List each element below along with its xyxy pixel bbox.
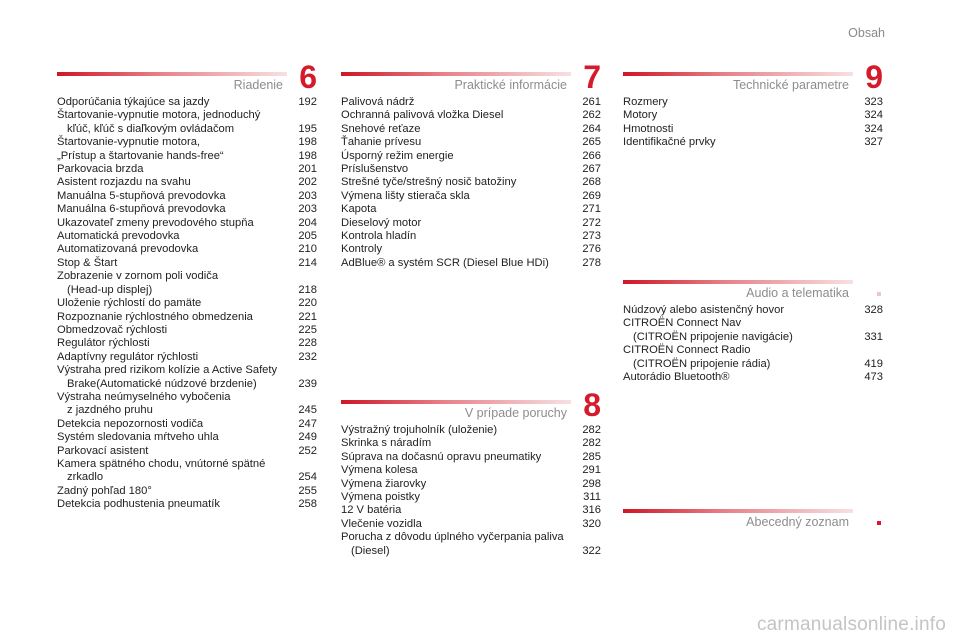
- toc-entry-page: 419: [864, 357, 883, 370]
- toc-entry-line: Núdzový alebo asistenčný hovor: [623, 304, 785, 316]
- toc-entry-page: 205: [298, 230, 317, 243]
- toc-entry-line: Štartovanie-vypnutie motora, jednoduchý: [57, 109, 261, 122]
- toc-entry-title: [57, 176, 197, 189]
- toc-entry[interactable]: [57, 96, 317, 109]
- toc-entry-title: [341, 424, 503, 437]
- toc-entry[interactable]: [623, 344, 883, 371]
- toc-entries: [623, 304, 883, 384]
- toc-entry[interactable]: [341, 176, 601, 189]
- toc-entry-line: Motory: [623, 109, 658, 122]
- toc-entry-line: Kamera spätného chodu, vnútorné spätné: [57, 457, 266, 470]
- toc-entry[interactable]: [57, 324, 317, 337]
- section-title: Praktické informácie: [454, 78, 567, 92]
- section-header: [623, 272, 883, 302]
- toc-entry-line: Zadný pohľad 180°: [57, 484, 152, 497]
- toc-entry[interactable]: [57, 270, 317, 297]
- toc-entry[interactable]: [57, 163, 317, 176]
- toc-entry-title: [341, 491, 426, 504]
- toc-entry-line: Kontroly: [341, 243, 383, 256]
- toc-entry[interactable]: [623, 304, 883, 317]
- section-prakticke-informacie: [341, 59, 601, 270]
- section-bar: [623, 509, 853, 513]
- toc-entry-line: Dieselový motor: [341, 216, 422, 229]
- toc-entry-line: Odporúčania týkajúce sa jazdy: [57, 96, 210, 108]
- toc-entry[interactable]: [57, 311, 317, 324]
- toc-entry[interactable]: [57, 337, 317, 350]
- toc-entry-page: 228: [298, 337, 317, 350]
- toc-entry[interactable]: [57, 109, 317, 136]
- toc-entry-page: 232: [298, 350, 317, 363]
- toc-entry-title: [57, 190, 232, 203]
- toc-entry-line: Obmedzovač rýchlosti: [57, 323, 168, 336]
- toc-entry-page: 316: [582, 504, 601, 517]
- toc-entry-line: Brake(Automatické núdzové brzdenie): [67, 377, 257, 390]
- toc-entry-page: 473: [864, 371, 883, 384]
- toc-entry-line: „Prístup a štartovanie hands-free“: [57, 149, 224, 162]
- toc-entry-title: [57, 163, 149, 176]
- toc-entry-line: z jazdného pruhu: [67, 404, 153, 417]
- toc-entry-line: Kapota: [341, 203, 377, 216]
- section-title: Technické parametre: [732, 78, 849, 92]
- toc-entry-line: 12 V batéria: [341, 504, 402, 517]
- toc-entry-page: 282: [582, 437, 601, 450]
- toc-entry-page: 195: [298, 122, 317, 135]
- toc-entry-title: [57, 243, 204, 256]
- toc-entry[interactable]: [57, 230, 317, 243]
- toc-entry-line: (Diesel): [351, 544, 390, 557]
- toc-entry[interactable]: [623, 123, 883, 136]
- section-number: 6: [299, 59, 317, 95]
- toc-entry-title: [57, 498, 226, 511]
- toc-entry-title: [57, 257, 123, 270]
- toc-entry[interactable]: [623, 96, 883, 109]
- toc-entry-title: [623, 109, 663, 122]
- toc-entry-line: Systém sledovania mŕtveho uhla: [57, 431, 219, 444]
- toc-entry-page: 266: [582, 149, 601, 162]
- toc-entry-title: [341, 217, 427, 230]
- toc-entries: [341, 96, 601, 270]
- toc-entry[interactable]: [623, 109, 883, 122]
- toc-entry[interactable]: [341, 109, 601, 122]
- toc-entry[interactable]: [341, 504, 601, 517]
- toc-entry-page: 265: [582, 136, 601, 149]
- section-header: [57, 59, 317, 95]
- toc-entry-page: 201: [298, 163, 317, 176]
- toc-entry-title: [341, 243, 388, 256]
- toc-entry-page: 328: [864, 304, 883, 316]
- section-title: Abecedný zoznam: [746, 515, 849, 529]
- toc-entry-page: 192: [298, 96, 317, 108]
- toc-entry-line: Výstraha neúmyselného vybočenia: [57, 390, 231, 403]
- section-number: 9: [865, 59, 883, 95]
- toc-entry[interactable]: [57, 176, 317, 189]
- toc-entry-page: 276: [582, 243, 601, 256]
- toc-entry-page: 285: [582, 450, 601, 463]
- section-audio-a-telematika: [623, 272, 883, 384]
- toc-entry-line: Výmena poistky: [341, 491, 420, 504]
- toc-entry-page: 245: [298, 404, 317, 417]
- toc-entry[interactable]: [341, 96, 601, 109]
- toc-entry-title: [341, 451, 547, 464]
- toc-entry-page: 282: [582, 424, 601, 436]
- toc-entry-page: 311: [583, 491, 601, 504]
- toc-entry-title: [57, 150, 230, 163]
- toc-entry-line: Manuálna 6-stupňová prevodovka: [57, 203, 226, 216]
- toc-entry-line: AdBlue® a systém SCR (Diesel Blue HDi): [341, 256, 549, 269]
- section-bar: [623, 280, 853, 284]
- toc-entry-page: 327: [864, 136, 883, 149]
- toc-entry-page: 331: [864, 330, 883, 343]
- toc-entry[interactable]: [341, 230, 601, 243]
- toc-entry-page: 320: [582, 517, 601, 530]
- toc-entry-title: [57, 270, 224, 297]
- section-riadenie: [57, 59, 317, 512]
- toc-entry-page: 323: [864, 96, 883, 108]
- toc-entry-line: Uloženie rýchlostí do pamäte: [57, 297, 202, 310]
- toc-entry-line: (Head-up displej): [67, 283, 153, 296]
- toc-entry-title: [57, 364, 283, 391]
- toc-entry[interactable]: [341, 217, 601, 230]
- toc-entry-line: Detekcia podhustenia pneumatík: [57, 498, 220, 511]
- toc-entry-line: Kontrola hladín: [341, 230, 417, 243]
- toc-entry-title: [57, 230, 186, 243]
- toc-entry-line: Výstražný trojuholník (uloženie): [341, 424, 498, 436]
- page-label: Obsah: [848, 26, 885, 40]
- toc-entry-page: 198: [298, 149, 317, 162]
- toc-entry-line: Automatizovaná prevodovka: [57, 243, 199, 256]
- toc-entry-line: CITROËN Connect Radio: [623, 344, 751, 357]
- toc-entry-page: 203: [298, 203, 317, 216]
- section-technicke-parametre: [623, 59, 883, 150]
- toc-entry-title: [57, 391, 237, 418]
- toc-entry[interactable]: [57, 243, 317, 256]
- toc-entry-line: Automatická prevodovka: [57, 230, 180, 243]
- toc-entry-title: [57, 324, 173, 337]
- toc-entry-line: Snehové reťaze: [341, 122, 421, 135]
- toc-entry-title: [341, 203, 382, 216]
- toc-entry-line: kľúč, kľúč s diaľkovým ovládačom: [67, 122, 235, 135]
- toc-entry[interactable]: [341, 491, 601, 504]
- toc-entry-page: 202: [298, 176, 317, 189]
- toc-entry-page: 262: [582, 109, 601, 122]
- toc-entry-title: [57, 311, 259, 324]
- toc-entry-title: [341, 150, 460, 163]
- toc-entry-title: [57, 297, 207, 310]
- toc-entry-title: [623, 344, 776, 371]
- toc-entry-title: [341, 136, 427, 149]
- toc-entry-line: Úsporný režim energie: [341, 149, 454, 162]
- toc-entry-title: [57, 109, 266, 136]
- section-header: [341, 59, 601, 95]
- toc-entry-title: [57, 217, 260, 230]
- toc-entry-title: [623, 371, 736, 384]
- toc-entry-line: Rozpoznanie rýchlostného obmedzenia: [57, 310, 253, 323]
- toc-entry[interactable]: [57, 150, 317, 163]
- toc-entry[interactable]: [57, 136, 317, 149]
- section-title: V prípade poruchy: [464, 406, 567, 420]
- section-bar: [341, 400, 571, 404]
- section-bar: [341, 72, 571, 76]
- toc-entry[interactable]: [57, 458, 317, 485]
- toc-entry-page: 239: [298, 377, 317, 390]
- toc-entry-title: [341, 531, 570, 558]
- toc-entry-title: [57, 351, 204, 364]
- toc-entry[interactable]: [341, 136, 601, 149]
- toc-entry[interactable]: [341, 243, 601, 256]
- toc-entry[interactable]: [341, 478, 601, 491]
- toc-entry[interactable]: [341, 163, 601, 176]
- toc-entry-page: 298: [582, 477, 601, 490]
- toc-entry-line: Výstraha pred rizikom kolízie a Active Safety: [57, 364, 278, 377]
- toc-entry-line: Adaptívny regulátor rýchlosti: [57, 350, 199, 363]
- toc-entry-line: zrkadlo: [67, 471, 104, 484]
- toc-entry[interactable]: [57, 203, 317, 216]
- toc-entry-page: 203: [298, 189, 317, 202]
- toc-entry[interactable]: [341, 150, 601, 163]
- toc-entry[interactable]: [57, 431, 317, 444]
- section-bar: [57, 72, 287, 76]
- toc-entry[interactable]: [57, 297, 317, 310]
- toc-entry-page: 204: [298, 216, 317, 229]
- section-header: [623, 501, 883, 531]
- toc-entry-title: [341, 464, 424, 477]
- toc-entry-title: [341, 257, 555, 270]
- toc-entry[interactable]: [341, 424, 601, 437]
- toc-entry-line: Ťahanie prívesu: [341, 136, 422, 149]
- toc-entries: [623, 96, 883, 150]
- toc-entry-line: Porucha z dôvodu úplného vyčerpania paliva: [341, 531, 564, 544]
- toc-entry-line: CITROËN Connect Nav: [623, 317, 742, 330]
- toc-entry[interactable]: [57, 445, 317, 458]
- toc-entry-line: Štartovanie-vypnutie motora,: [57, 136, 201, 149]
- toc-entry[interactable]: [341, 123, 601, 136]
- section-title: Riadenie: [233, 78, 283, 92]
- toc-entry[interactable]: [57, 418, 317, 431]
- toc-entry-line: Detekcia nepozornosti vodiča: [57, 417, 204, 430]
- toc-entry-title: [341, 163, 414, 176]
- toc-entry-page: 220: [298, 297, 317, 310]
- section-header: [341, 387, 601, 423]
- toc-entry-title: [57, 337, 156, 350]
- toc-entry-page: 254: [298, 471, 317, 484]
- section-bar: [623, 72, 853, 76]
- toc-entry-title: [341, 478, 432, 491]
- toc-entry-page: 249: [298, 431, 317, 444]
- toc-entry-line: Parkovací asistent: [57, 444, 149, 457]
- toc-entry-page: 255: [298, 484, 317, 497]
- toc-entry-title: [623, 96, 674, 109]
- toc-entry[interactable]: [57, 257, 317, 270]
- toc-entry-line: Asistent rozjazdu na svahu: [57, 176, 191, 189]
- toc-entry-page: 221: [298, 310, 317, 323]
- toc-entry-page: 324: [864, 109, 883, 122]
- toc-entry-page: 218: [298, 283, 317, 296]
- toc-entry-title: [341, 437, 437, 450]
- toc-entry-title: [341, 518, 428, 531]
- toc-entry[interactable]: [57, 217, 317, 230]
- toc-entry-page: 268: [582, 176, 601, 189]
- toc-entry-title: [57, 431, 225, 444]
- toc-entry-line: Regulátor rýchlosti: [57, 337, 150, 350]
- toc-entry[interactable]: [341, 257, 601, 270]
- toc-entry-line: Stop & Štart: [57, 256, 118, 269]
- section-header: [623, 59, 883, 95]
- toc-entry-line: Manuálna 5-stupňová prevodovka: [57, 189, 226, 202]
- toc-entry[interactable]: [341, 203, 601, 216]
- toc-entry-line: Výmena lišty stierača skla: [341, 189, 470, 202]
- toc-entry-page: 271: [582, 203, 601, 216]
- toc-entry-title: [57, 96, 215, 109]
- toc-entry-page: 273: [582, 230, 601, 243]
- toc-entry-line: Výmena žiarovky: [341, 477, 427, 490]
- toc-entry[interactable]: [341, 190, 601, 203]
- toc-entry-page: 269: [582, 189, 601, 202]
- toc-entry[interactable]: [341, 531, 601, 558]
- toc-entry-page: 272: [582, 216, 601, 229]
- toc-entry-title: [57, 418, 209, 431]
- toc-entry-title: [57, 203, 232, 216]
- toc-entry-line: Príslušenstvo: [341, 163, 409, 176]
- toc-entry[interactable]: [57, 498, 317, 511]
- toc-entry-page: 210: [298, 243, 317, 256]
- toc-entry-line: (CITROËN pripojenie navigácie): [633, 330, 793, 343]
- toc-entry-title: [623, 317, 799, 344]
- toc-entry-page: 291: [582, 464, 601, 477]
- toc-entry-page: 214: [298, 256, 317, 269]
- toc-entry-title: [341, 230, 422, 243]
- section-title: Audio a telematika: [746, 286, 849, 300]
- toc-entry-title: [341, 96, 420, 109]
- section-marker: [877, 292, 881, 296]
- section-number: 8: [583, 387, 601, 423]
- toc-entry-title: [341, 190, 476, 203]
- toc-entry-line: Skrinka s náradím: [341, 437, 432, 450]
- toc-entry-title: [57, 485, 158, 498]
- toc-entry[interactable]: [341, 437, 601, 450]
- toc-entry-line: Súprava na dočasnú opravu pneumatiky: [341, 450, 542, 463]
- toc-entry-line: Parkovacia brzda: [57, 163, 144, 176]
- toc-entry-page: 252: [298, 444, 317, 457]
- toc-entry-page: 278: [582, 256, 601, 269]
- toc-entry-line: Strešné tyče/strešný nosič batožiny: [341, 176, 517, 189]
- toc-entry-page: 225: [298, 323, 317, 336]
- toc-entry[interactable]: [623, 136, 883, 149]
- toc-entry-line: Hmotnosti: [623, 122, 674, 135]
- toc-entry-page: 264: [582, 122, 601, 135]
- toc-entry[interactable]: [57, 351, 317, 364]
- toc-entry[interactable]: [341, 518, 601, 531]
- toc-entry-title: [57, 136, 206, 149]
- toc-entry-title: [341, 123, 426, 136]
- toc-entries: [341, 424, 601, 558]
- toc-entries: [57, 96, 317, 512]
- toc-entry-line: Výmena kolesa: [341, 464, 418, 477]
- toc-entry[interactable]: [341, 464, 601, 477]
- toc-entry-page: 324: [864, 122, 883, 135]
- toc-entry-title: [57, 458, 271, 485]
- toc-entry-title: [623, 304, 790, 317]
- toc-entry-page: 258: [298, 498, 317, 511]
- toc-entry-line: Zobrazenie v zornom poli vodiča: [57, 270, 219, 283]
- toc-entry[interactable]: [341, 451, 601, 464]
- toc-entry-page: 198: [298, 136, 317, 149]
- toc-entry-page: 261: [582, 96, 601, 108]
- toc-entry-title: [57, 445, 154, 458]
- toc-entry-page: 247: [298, 417, 317, 430]
- section-abecedny-zoznam: [623, 501, 883, 533]
- section-marker: [877, 521, 881, 525]
- toc-entry-line: Ukazovateľ zmeny prevodového stupňa: [57, 216, 254, 229]
- watermark: carmanualsonline.info: [756, 614, 946, 635]
- toc-entry[interactable]: [57, 391, 317, 418]
- section-v-pripade-poruchy: [341, 387, 601, 558]
- toc-entry[interactable]: [623, 317, 883, 344]
- toc-entry[interactable]: [57, 364, 317, 391]
- toc-entry[interactable]: [57, 485, 317, 498]
- toc-entry[interactable]: [57, 190, 317, 203]
- toc-entry-line: Rozmery: [623, 96, 668, 108]
- toc-entry-line: Vlečenie vozidla: [341, 517, 422, 530]
- toc-entry-line: Identifikačné prvky: [623, 136, 716, 149]
- toc-entry[interactable]: [623, 371, 883, 384]
- toc-entry-title: [341, 504, 407, 517]
- toc-entry-page: 322: [582, 544, 601, 557]
- toc-entry-title: [341, 176, 522, 189]
- section-number: 7: [583, 59, 601, 95]
- toc-entry-title: [623, 123, 679, 136]
- toc-entry-title: [623, 136, 722, 149]
- toc-entry-line: Ochranná palivová vložka Diesel: [341, 109, 504, 122]
- toc-entry-line: (CITROËN pripojenie rádia): [633, 357, 771, 370]
- toc-entry-page: 267: [582, 163, 601, 176]
- toc-entry-title: [341, 109, 509, 122]
- toc-entry-line: Autorádio Bluetooth®: [623, 371, 730, 384]
- toc-entry-line: Palivová nádrž: [341, 96, 415, 108]
